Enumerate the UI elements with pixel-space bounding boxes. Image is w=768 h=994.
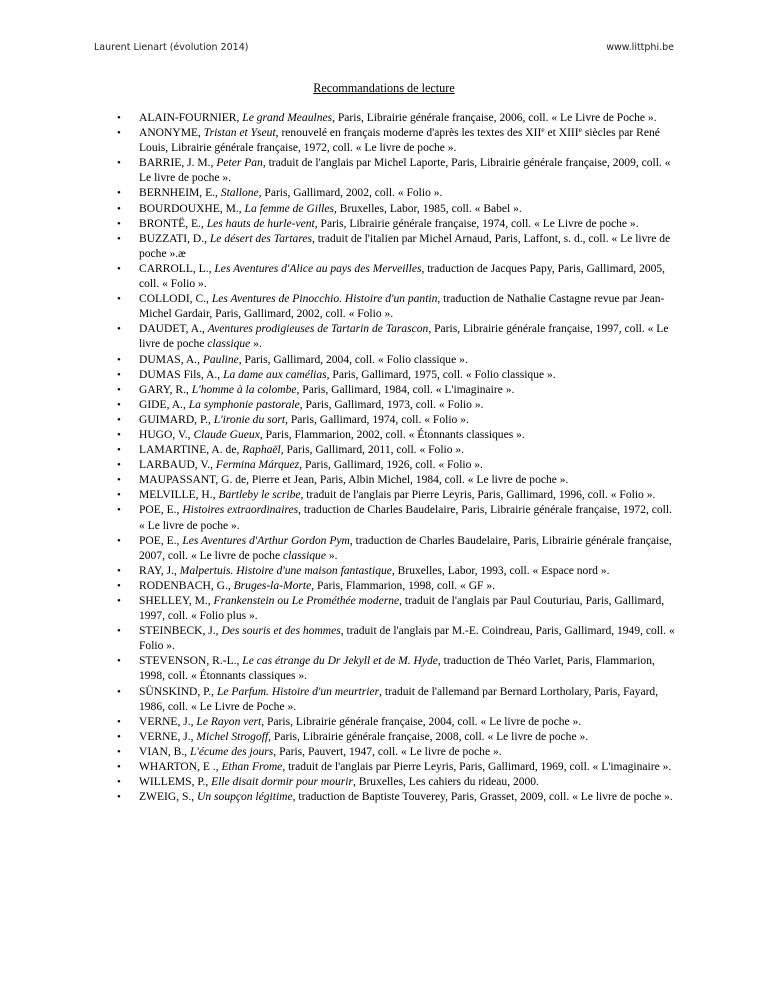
entry-details: , traduction de Théo Varlet, Paris, Flammarion, 1998, coll. « Étonnants classiques ». <box>139 655 655 683</box>
list-item <box>117 428 679 443</box>
entry-details: , traduction de Jacques Papy, Paris, Gallimard, 2005, coll. « Folio ». <box>139 262 666 291</box>
entry-author: BOURDOUXHE, M., <box>139 202 245 215</box>
entry-details: , Paris, Librairie générale française, 2008, coll. « Le livre de poche ». <box>268 730 589 743</box>
entry-details: , Bruxelles, Les cahiers du rideau, 2000. <box>352 776 539 789</box>
bullet-icon: • <box>117 127 121 140</box>
bullet-icon: • <box>117 444 121 457</box>
entry-details: , Paris, Gallimard, 1975, coll. « Folio classique ». <box>326 368 556 381</box>
list-item <box>117 262 679 292</box>
header-website: www.littphi.be <box>606 42 674 53</box>
entry-author: DUMAS Fils, A., <box>139 368 224 381</box>
list-item <box>117 111 679 126</box>
bullet-icon: • <box>117 534 121 547</box>
bullet-icon: • <box>117 791 121 804</box>
list-item <box>117 624 679 654</box>
list-item <box>117 413 679 428</box>
entry-title: Histoires extraordinaires <box>182 504 299 517</box>
entry-title: Stallone <box>220 187 259 200</box>
entry-superscript: e <box>578 125 582 135</box>
list-item <box>117 186 679 201</box>
entry-author: HUGO, V., <box>139 428 194 441</box>
list-item <box>117 368 679 383</box>
bullet-icon: • <box>117 262 121 275</box>
entry-title: Elle disait dormir pour mourir <box>211 776 353 789</box>
entry-author: COLLODI, C., <box>139 293 212 306</box>
entry-title: Fermina Márquez <box>215 459 300 472</box>
reading-list <box>117 111 679 805</box>
entry-author: BRONTË, E., <box>139 217 207 230</box>
entry-author: STEVENSON, R.-L., <box>139 655 243 668</box>
list-item <box>117 202 679 217</box>
bullet-icon: • <box>117 564 121 577</box>
entry-details: et XIII <box>544 127 579 140</box>
entry-title: Un soupçon légitime <box>197 791 293 804</box>
entry-title: Peter Pan <box>216 157 263 170</box>
list-item <box>117 564 679 579</box>
entry-author: DUMAS, A., <box>139 353 203 366</box>
entry-details: , traduction de Charles Baudelaire, Paris, Librairie générale française, 1972, coll. « Le livre de poche ». <box>139 504 672 532</box>
entry-details: , traduit de l'anglais par Paul Couturiau, Paris, Gallimard, 1997, coll. « Folio plus ». <box>139 595 665 623</box>
entry-title: Le Parfum. Histoire d'un meurtrier <box>216 685 380 698</box>
bullet-icon: • <box>117 368 121 381</box>
entry-title: Les Aventures de Pinocchio. Histoire d'un pantin <box>211 293 438 306</box>
bullet-icon: • <box>117 232 121 245</box>
entry-author: STEINBECK, J., <box>139 625 222 638</box>
entry-author: GUIMARD, P., <box>139 413 214 426</box>
entry-details: ». <box>250 338 262 351</box>
entry-title: Raphaël <box>242 444 281 457</box>
entry-author: POE, E., <box>139 504 183 517</box>
entry-details: , Paris, Gallimard, 2011, coll. « Folio ». <box>280 444 465 457</box>
entry-title: L'écume des jours <box>190 745 274 758</box>
entry-author: BUZZATI, D., <box>139 232 210 245</box>
list-item <box>117 292 679 322</box>
entry-author: VERNE, J., <box>139 715 197 728</box>
list-item <box>117 125 679 156</box>
page-header <box>94 42 674 56</box>
entry-author: ALAIN-FOURNIER, <box>139 112 243 124</box>
entry-title: Des souris et des hommes <box>221 625 341 638</box>
entry-details: , Paris, Gallimard, 1973, coll. « Folio ». <box>299 398 484 411</box>
entry-title: Le grand Meaulnes <box>242 112 333 124</box>
entry-details: , Paris, Gallimard, 1974, coll. « Folio ». <box>285 413 469 426</box>
entry-title: Tristan et Yseut <box>203 127 276 140</box>
entry-author: ANONYME, <box>139 127 204 140</box>
entry-author: SHELLEY, M., <box>139 595 214 607</box>
entry-title: Les hauts de hurle-vent <box>206 217 315 230</box>
bullet-icon: • <box>117 715 121 728</box>
entry-details: , Paris, Librairie générale française, 2006, coll. « Le Livre de Poche ». <box>332 112 657 124</box>
entry-author: RODENBACH, G., <box>139 579 234 592</box>
list-item <box>117 503 679 533</box>
bullet-icon: • <box>117 655 121 668</box>
entry-details: , traduction de Charles Baudelaire, Paris, Librairie générale française, 2007, coll. « Le livre de poche <box>139 534 672 562</box>
list-item <box>117 685 679 715</box>
list-item <box>117 156 679 186</box>
entry-title: Claude Gueux <box>193 428 260 441</box>
entry-author: VERNE, J., <box>139 730 197 743</box>
entry-title: Michel Strogoff <box>196 730 269 743</box>
entry-author: ZWEIG, S., <box>139 791 198 804</box>
list-item <box>117 760 679 775</box>
entry-author: POE, E., <box>139 534 183 547</box>
entry-author: RAY, J., <box>139 564 180 577</box>
entry-title: Les Aventures d'Arthur Gordon Pym <box>182 534 350 547</box>
entry-details: , Paris, Albin Michel, 1984, coll. « Le livre de poche ». <box>314 474 569 487</box>
entry-author: WHARTON, E ., <box>139 761 222 774</box>
list-item <box>117 488 679 503</box>
list-item <box>117 790 679 805</box>
list-item <box>117 715 679 730</box>
bullet-icon: • <box>117 776 121 789</box>
entry-details: , Bruxelles, Labor, 1985, coll. « Babel ». <box>334 202 522 215</box>
bullet-icon: • <box>117 202 121 215</box>
list-item <box>117 398 679 413</box>
entry-title: Le cas étrange du Dr Jekyll et de M. Hyde <box>242 655 438 668</box>
entry-title: Bartleby le scribe <box>218 489 301 502</box>
list-item <box>117 730 679 745</box>
bullet-icon: • <box>117 504 121 517</box>
bullet-icon: • <box>117 474 121 487</box>
bullet-icon: • <box>117 685 121 698</box>
entry-details-italic: classique <box>207 338 251 351</box>
bullet-icon: • <box>117 217 121 230</box>
bullet-icon: • <box>117 353 121 366</box>
entry-details: , Paris, Gallimard, 1926, coll. « Folio ». <box>299 459 483 472</box>
bullet-icon: • <box>117 398 121 411</box>
entry-author: LAMARTINE, A. de, <box>139 444 243 457</box>
bullet-icon: • <box>117 459 121 472</box>
entry-details: , renouvelé en français moderne d'après les textes des XII <box>275 127 542 140</box>
bullet-icon: • <box>117 489 121 502</box>
entry-author: SÜNSKIND, P., <box>139 685 217 698</box>
list-item <box>117 579 679 594</box>
entry-details: , Paris, Gallimard, 1984, coll. « L'imaginaire ». <box>296 383 515 396</box>
entry-author: LARBAUD, V., <box>139 459 216 472</box>
bullet-icon: • <box>117 187 121 200</box>
entry-title: Aventures prodigieuses de Tartarin de Tarascon <box>207 323 429 336</box>
entry-title: La femme de Gilles <box>244 202 335 215</box>
list-item <box>117 232 679 262</box>
entry-details: , traduit de l'anglais par Michel Laporte, Paris, Librairie générale française, 2009, coll. « Le livre de poche ». <box>139 157 671 185</box>
bullet-icon: • <box>117 745 121 758</box>
entry-details: , Paris, Gallimard, 2002, coll. « Folio ». <box>258 187 443 200</box>
entry-author: BARRIE, J. M., <box>139 157 217 170</box>
bullet-icon: • <box>117 413 121 426</box>
entry-title: La dame aux camélias <box>223 368 327 381</box>
entry-title: L'ironie du sort <box>213 413 286 426</box>
entry-author: BERNHEIM, E., <box>139 187 221 200</box>
list-item <box>117 443 679 458</box>
entry-details: , Paris, Librairie générale française, 1974, coll. « Le Livre de poche ». <box>314 217 639 230</box>
entry-details: , traduit de l'anglais par Pierre Leyris, Paris, Gallimard, 1969, coll. « L'imaginaire ». <box>282 761 672 774</box>
entry-title: Malpertuis. Histoire d'une maison fantastique <box>179 564 392 577</box>
entry-details: , traduit de l'anglais par M.-E. Coindreau, Paris, Gallimard, 1949, coll. « Folio ». <box>139 625 675 653</box>
entry-author: CARROLL, L., <box>139 262 215 275</box>
entry-details: , Paris, Flammarion, 2002, coll. « Étonnants classiques ». <box>259 428 525 441</box>
entry-superscript: e <box>541 125 545 135</box>
entry-details: , Paris, Flammarion, 1998, coll. « GF ». <box>311 579 496 592</box>
bullet-icon: • <box>117 579 121 592</box>
entry-details: , Paris, Gallimard, 2004, coll. « Folio classique ». <box>238 353 468 366</box>
entry-title: Pauline <box>202 353 239 366</box>
entry-details: , traduction de Nathalie Castagne revue par Jean-Michel Gardair, Paris, Gallimard, 2002, coll. « Folio ». <box>139 293 665 321</box>
list-item <box>117 458 679 473</box>
bullet-icon: • <box>117 625 121 638</box>
list-item <box>117 654 679 684</box>
entry-details: , traduction de Baptiste Touverey, Paris, Grasset, 2009, coll. « Le livre de poche ». <box>292 791 673 804</box>
bullet-icon: • <box>117 428 121 441</box>
list-item <box>117 383 679 398</box>
entry-title: La symphonie pastorale <box>188 398 300 411</box>
bullet-icon: • <box>117 112 121 124</box>
entry-details: , Paris, Librairie générale française, 2004, coll. « Le livre de poche ». <box>261 715 582 728</box>
entry-title: L'homme à la colombe <box>191 383 297 396</box>
bullet-icon: • <box>117 383 121 396</box>
entry-author: DAUDET, A., <box>139 323 208 336</box>
entry-details: , Bruxelles, Labor, 1993, coll. « Espace nord ». <box>391 564 610 577</box>
list-item <box>117 594 679 624</box>
entry-details-italic: classique <box>282 549 326 562</box>
list-item <box>117 353 679 368</box>
entry-author: VIAN, B., <box>139 745 190 758</box>
entry-details: , Paris, Librairie générale française, 1997, coll. « Le livre de poche <box>139 323 669 351</box>
entry-details: siècles par René Louis, Librairie générale française, 1972, coll. « Le livre de poche ». <box>139 127 660 155</box>
entry-title: Le désert des Tartares <box>209 232 313 245</box>
entry-title: Ethan Frome <box>221 761 283 774</box>
bullet-icon: • <box>117 293 121 306</box>
bullet-icon: • <box>117 730 121 743</box>
entry-title: Bruges-la-Morte <box>233 579 312 592</box>
entry-author: GIDE, A., <box>139 398 189 411</box>
entry-title: Frankenstein ou Le Prométhée moderne <box>213 595 400 607</box>
bullet-icon: • <box>117 323 121 336</box>
entry-title: Le Rayon vert <box>196 715 262 728</box>
entry-author: MELVILLE, H., <box>139 489 219 502</box>
list-item <box>117 745 679 760</box>
bullet-icon: • <box>117 595 121 607</box>
entry-title: Les Aventures d'Alice au pays des Merveilles <box>214 262 422 275</box>
entry-author: MAUPASSANT, G. de, Pierre et Jean <box>139 474 315 487</box>
list-item <box>117 217 679 232</box>
entry-details: ». <box>325 549 338 562</box>
list-item <box>117 473 679 488</box>
entry-details: , traduit de l'allemand par Bernard Lortholary, Paris, Fayard, 1986, coll. « Le Livre de Poche ». <box>139 685 659 713</box>
list-item <box>117 534 679 564</box>
entry-details: , traduit de l'anglais par Pierre Leyris, Paris, Gallimard, 1996, coll. « Folio ». <box>300 489 656 502</box>
entry-details: , traduit de l'italien par Michel Arnaud, Paris, Laffont, s. d., coll. « Le livre de poche ».æ <box>139 232 671 260</box>
bullet-icon: • <box>117 761 121 774</box>
page-title: Recommandations de lecture <box>313 81 455 95</box>
entry-details: , Paris, Pauvert, 1947, coll. « Le livre de poche ». <box>273 745 502 758</box>
list-item <box>117 775 679 790</box>
header-author: Laurent Lienart (évolution 2014) <box>94 42 249 53</box>
entry-author: WILLEMS, P., <box>139 776 212 789</box>
entry-author: GARY, R., <box>139 383 192 396</box>
bullet-icon: • <box>117 157 121 170</box>
list-item <box>117 322 679 352</box>
